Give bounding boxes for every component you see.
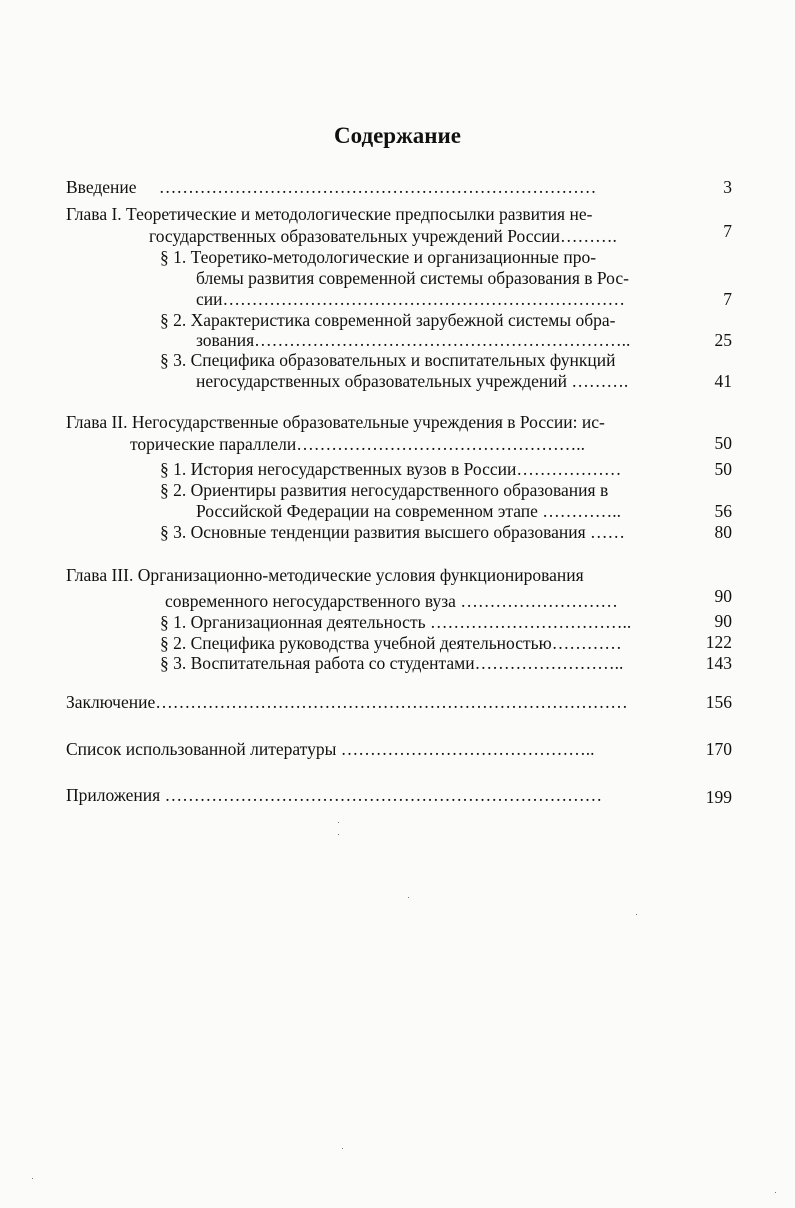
- page-number: 56: [714, 501, 732, 521]
- section-2-2-title-cont[interactable]: Российской Федерации на современном этапе …………..: [196, 501, 622, 521]
- toc-entry-conclusion[interactable]: Заключение………………………………………………………………………: [66, 692, 628, 712]
- page-number: 7: [723, 221, 732, 241]
- scan-speck: [32, 1178, 33, 1179]
- page-number: 156: [705, 692, 732, 712]
- page-number: 50: [714, 433, 732, 453]
- toc-leader-dots: …………………………………………………………………: [158, 177, 597, 197]
- page-title: Содержание: [334, 123, 461, 148]
- page-number: 7: [723, 289, 732, 309]
- section-1-3-title[interactable]: § 3. Специфика образовательных и воспитательных функций: [160, 350, 616, 370]
- page-number: 80: [714, 522, 732, 542]
- page-number: 3: [723, 177, 732, 197]
- chapter-2-title-cont[interactable]: торические параллели…………………………………………..: [130, 434, 585, 454]
- section-3-2-title[interactable]: § 2. Специфика руководства учебной деятельностью…………: [160, 633, 622, 653]
- page-number: 25: [714, 330, 732, 350]
- page-number: 199: [705, 787, 732, 807]
- section-1-2-title[interactable]: § 2. Характеристика современной зарубежной системы обра-: [160, 310, 616, 330]
- page-number: 122: [705, 632, 732, 652]
- section-1-1-title[interactable]: § 1. Теоретико-методологические и организационные про-: [160, 247, 597, 267]
- chapter-3-title[interactable]: Глава III. Организационно-методические условия функционирования: [66, 565, 584, 585]
- section-1-2-title-cont[interactable]: зования………………………………………………………..: [196, 330, 631, 350]
- chapter-3-title-cont[interactable]: современного негосударственного вуза ………………………: [165, 591, 618, 611]
- page-number: 41: [714, 371, 732, 391]
- scan-speck: [338, 822, 339, 823]
- scan-speck: [338, 834, 339, 835]
- toc-entry-intro[interactable]: [66, 176, 596, 198]
- toc-entry-literature[interactable]: Список использованной литературы ……………………………………..: [66, 739, 595, 759]
- scan-speck: [408, 897, 409, 898]
- scan-speck: [342, 1148, 343, 1149]
- page-number: 50: [714, 459, 732, 479]
- page-number: 90: [714, 586, 732, 606]
- section-2-1-title[interactable]: § 1. История негосударственных вузов в России………………: [160, 459, 622, 479]
- section-2-2-title[interactable]: § 2. Ориентиры развития негосударственного образования в: [160, 480, 609, 500]
- section-3-3-title[interactable]: § 3. Воспитательная работа со студентами……………………..: [160, 653, 624, 673]
- page-number: 90: [714, 611, 732, 631]
- scan-speck: [775, 1192, 776, 1193]
- page-number: 170: [705, 739, 732, 759]
- chapter-1-title-cont[interactable]: государственных образовательных учреждений России……….: [149, 226, 617, 246]
- section-2-3-title[interactable]: § 3. Основные тенденции развития высшего образования ……: [160, 522, 626, 542]
- section-1-1-title-cont[interactable]: блемы развития современной системы образования в Рос-: [196, 268, 629, 288]
- scan-speck: [636, 914, 637, 915]
- chapter-2-title[interactable]: Глава II. Негосударственные образовательные учреждения в России: ис-: [66, 412, 605, 432]
- chapter-1-title[interactable]: Глава I. Теоретические и методологические предпосылки развития не-: [66, 204, 593, 224]
- toc-entry-appendix[interactable]: Приложения …………………………………………………………………: [66, 785, 603, 805]
- section-1-1-title-cont[interactable]: сии……………………………………………………………: [196, 289, 625, 309]
- section-3-1-title[interactable]: § 1. Организационная деятельность ……………………………..: [160, 612, 632, 632]
- toc-entry-label: Введение: [66, 177, 137, 197]
- section-1-3-title-cont[interactable]: негосударственных образовательных учреждений ……….: [196, 371, 629, 391]
- page-number: 143: [705, 653, 732, 673]
